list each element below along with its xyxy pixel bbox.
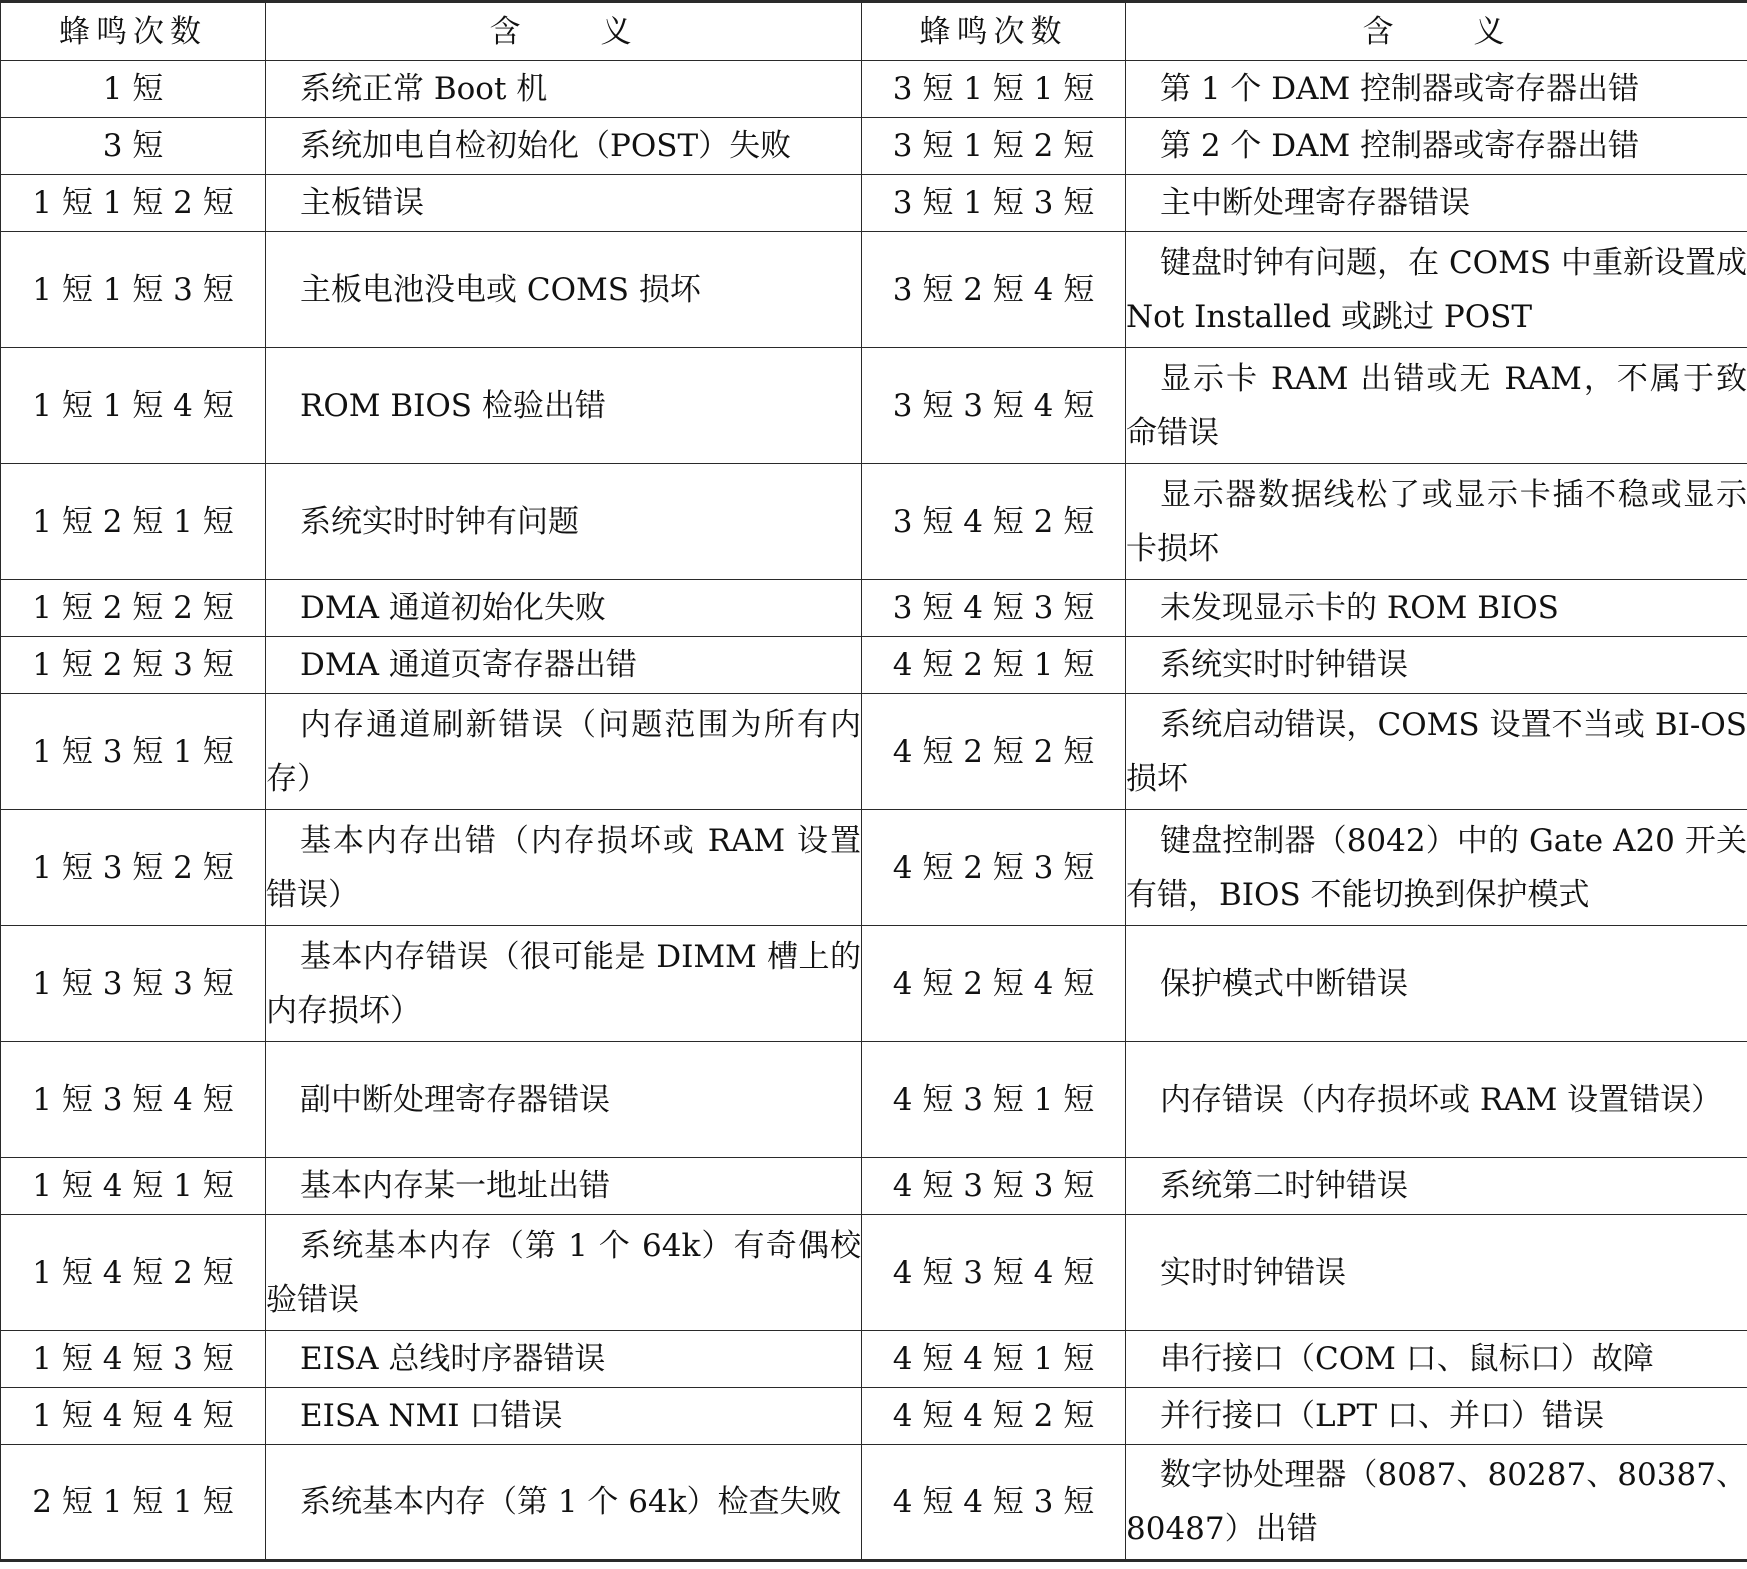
meaning-right-text: 保护模式中断错误 <box>1160 965 1408 1002</box>
table-row <box>1 1215 1747 1331</box>
beep-count-left: 1 短 4 短 1 短 <box>1 1158 266 1215</box>
beep-count-left: 1 短 <box>1 61 266 118</box>
meaning-right <box>1126 1388 1747 1445</box>
beep-count-left: 1 短 3 短 3 短 <box>1 926 266 1042</box>
meaning-right-text: 第 2 个 DAM 控制器或寄存器出错 <box>1160 128 1640 164</box>
meaning-left <box>266 1388 862 1445</box>
meaning-right-text: 键盘时钟有问题，在 COMS 中重新设置成 Not Installed 或跳过 POST <box>1126 244 1747 335</box>
meaning-right-text: 键盘控制器（8042）中的 Gate A20 开关有错，BIOS 不能切换到保护模式 <box>1126 822 1747 913</box>
beep-count-right: 3 短 4 短 2 短 <box>862 464 1126 580</box>
beep-count-left: 1 短 1 短 3 短 <box>1 232 266 348</box>
meaning-right-text: 数字协处理器（8087、80287、80387、80487）出错 <box>1126 1457 1747 1547</box>
beep-count-right: 4 短 4 短 1 短 <box>862 1331 1126 1388</box>
meaning-left-text: 系统基本内存（第 1 个 64k）有奇偶校验错误 <box>266 1227 861 1318</box>
meaning-right <box>1126 694 1747 810</box>
meaning-left-text: DMA 通道初始化失败 <box>300 590 606 626</box>
beep-count-right: 3 短 3 短 4 短 <box>862 348 1126 464</box>
beep-count-right: 4 短 2 短 1 短 <box>862 637 1126 694</box>
beep-count-left: 1 短 2 短 3 短 <box>1 637 266 694</box>
meaning-left-text: 基本内存出错（内存损坏或 RAM 设置错误） <box>266 822 861 913</box>
table-row <box>1 926 1747 1042</box>
beep-count-right: 4 短 3 短 4 短 <box>862 1215 1126 1331</box>
meaning-left <box>266 1215 862 1331</box>
meaning-left-text: 系统实时时钟有问题 <box>300 503 579 540</box>
table-row <box>1 464 1747 580</box>
table-row <box>1 580 1747 637</box>
meaning-left <box>266 118 862 175</box>
meaning-right <box>1126 348 1747 464</box>
beep-count-right: 4 短 2 短 4 短 <box>862 926 1126 1042</box>
beep-count-left: 1 短 4 短 4 短 <box>1 1388 266 1445</box>
beep-count-left: 3 短 <box>1 118 266 175</box>
meaning-right-text: 并行接口（LPT 口、并口）错误 <box>1160 1398 1604 1434</box>
header-beep-count-right: 蜂鸣次数 <box>862 2 1126 61</box>
beep-count-right: 3 短 1 短 3 短 <box>862 175 1126 232</box>
beep-count-right: 3 短 4 短 3 短 <box>862 580 1126 637</box>
meaning-right <box>1126 118 1747 175</box>
meaning-left <box>266 1158 862 1215</box>
meaning-right <box>1126 580 1747 637</box>
beep-count-right: 3 短 1 短 2 短 <box>862 118 1126 175</box>
meaning-left <box>266 926 862 1042</box>
meaning-left <box>266 232 862 348</box>
meaning-right-text: 第 1 个 DAM 控制器或寄存器出错 <box>1160 71 1640 107</box>
header-row <box>1 2 1747 61</box>
table-row <box>1 175 1747 232</box>
beep-count-right: 4 短 2 短 3 短 <box>862 810 1126 926</box>
beep-count-right: 3 短 2 短 4 短 <box>862 232 1126 348</box>
header-beep-count-left: 蜂鸣次数 <box>1 2 266 61</box>
beep-count-right: 4 短 4 短 2 短 <box>862 1388 1126 1445</box>
meaning-left-text: 内存通道刷新错误（问题范围为所有内存） <box>266 706 861 797</box>
table-row <box>1 61 1747 118</box>
meaning-right <box>1126 464 1747 580</box>
meaning-right-text: 系统第二时钟错误 <box>1160 1168 1408 1204</box>
meaning-left-text: DMA 通道页寄存器出错 <box>300 647 637 683</box>
beep-count-right: 4 短 4 短 3 短 <box>862 1445 1126 1561</box>
meaning-right <box>1126 1445 1747 1561</box>
meaning-left-text: 系统加电自检初始化（POST）失败 <box>300 128 792 164</box>
table-row <box>1 637 1747 694</box>
table-row <box>1 810 1747 926</box>
beep-count-right: 3 短 1 短 1 短 <box>862 61 1126 118</box>
meaning-left-text: 系统基本内存（第 1 个 64k）检查失败 <box>300 1484 842 1520</box>
beep-count-left: 1 短 2 短 2 短 <box>1 580 266 637</box>
meaning-right <box>1126 637 1747 694</box>
table-row <box>1 1388 1747 1445</box>
meaning-right-text: 实时时钟错误 <box>1160 1254 1346 1291</box>
table-row <box>1 348 1747 464</box>
beep-count-left: 1 短 2 短 1 短 <box>1 464 266 580</box>
meaning-left <box>266 1042 862 1158</box>
beep-count-right: 4 短 3 短 1 短 <box>862 1042 1126 1158</box>
meaning-left <box>266 637 862 694</box>
meaning-right <box>1126 61 1747 118</box>
table-row <box>1 1158 1747 1215</box>
table-row <box>1 118 1747 175</box>
beep-count-left: 2 短 1 短 1 短 <box>1 1445 266 1561</box>
meaning-left <box>266 175 862 232</box>
meaning-right-text: 未发现显示卡的 ROM BIOS <box>1160 590 1559 626</box>
meaning-left-text: 基本内存错误（很可能是 DIMM 槽上的内存损坏） <box>266 938 861 1029</box>
meaning-left-text: 主板错误 <box>300 185 424 221</box>
meaning-left <box>266 810 862 926</box>
meaning-left-text: ROM BIOS 检验出错 <box>300 387 606 424</box>
table-row <box>1 694 1747 810</box>
meaning-left-text: 主板电池没电或 COMS 损坏 <box>300 271 701 308</box>
meaning-right <box>1126 1158 1747 1215</box>
meaning-right-text: 内存错误（内存损坏或 RAM 设置错误） <box>1160 1081 1723 1118</box>
beep-count-left: 1 短 1 短 2 短 <box>1 175 266 232</box>
beep-count-right: 4 短 3 短 3 短 <box>862 1158 1126 1215</box>
beep-count-right: 4 短 2 短 2 短 <box>862 694 1126 810</box>
table-row <box>1 1042 1747 1158</box>
meaning-right <box>1126 1331 1747 1388</box>
meaning-left-text: 基本内存某一地址出错 <box>300 1168 610 1204</box>
meaning-left <box>266 1445 862 1561</box>
beep-count-left: 1 短 4 短 3 短 <box>1 1331 266 1388</box>
meaning-right <box>1126 1215 1747 1331</box>
beep-count-left: 1 短 3 短 1 短 <box>1 694 266 810</box>
meaning-left-text: EISA 总线时序器错误 <box>300 1341 606 1377</box>
meaning-left-text: 系统正常 Boot 机 <box>300 71 548 107</box>
meaning-right-text: 串行接口（COM 口、鼠标口）故障 <box>1160 1341 1654 1377</box>
meaning-right <box>1126 232 1747 348</box>
meaning-right <box>1126 926 1747 1042</box>
meaning-left <box>266 580 862 637</box>
meaning-right-text: 显示器数据线松了或显示卡插不稳或显示卡损坏 <box>1126 476 1747 567</box>
meaning-right <box>1126 1042 1747 1158</box>
meaning-right <box>1126 810 1747 926</box>
meaning-left <box>266 694 862 810</box>
meaning-right-text: 主中断处理寄存器错误 <box>1160 185 1470 221</box>
header-meaning-right: 含 义 <box>1126 2 1747 61</box>
beep-count-left: 1 短 3 短 4 短 <box>1 1042 266 1158</box>
beep-count-left: 1 短 3 短 2 短 <box>1 810 266 926</box>
meaning-left <box>266 348 862 464</box>
meaning-right <box>1126 175 1747 232</box>
meaning-left-text: 副中断处理寄存器错误 <box>300 1081 610 1118</box>
beep-count-left: 1 短 1 短 4 短 <box>1 348 266 464</box>
meaning-right-text: 系统启动错误，COMS 设置不当或 BI-OS 损坏 <box>1126 706 1747 797</box>
table-row <box>1 232 1747 348</box>
meaning-left <box>266 1331 862 1388</box>
meaning-left-text: EISA NMI 口错误 <box>300 1398 563 1434</box>
meaning-right-text: 显示卡 RAM 出错或无 RAM，不属于致命错误 <box>1126 360 1747 451</box>
meaning-right-text: 系统实时时钟错误 <box>1160 647 1408 683</box>
table-row <box>1 1331 1747 1388</box>
beep-count-left: 1 短 4 短 2 短 <box>1 1215 266 1331</box>
meaning-left <box>266 61 862 118</box>
header-meaning-left: 含 义 <box>266 2 862 61</box>
meaning-left <box>266 464 862 580</box>
table-row <box>1 1445 1747 1561</box>
